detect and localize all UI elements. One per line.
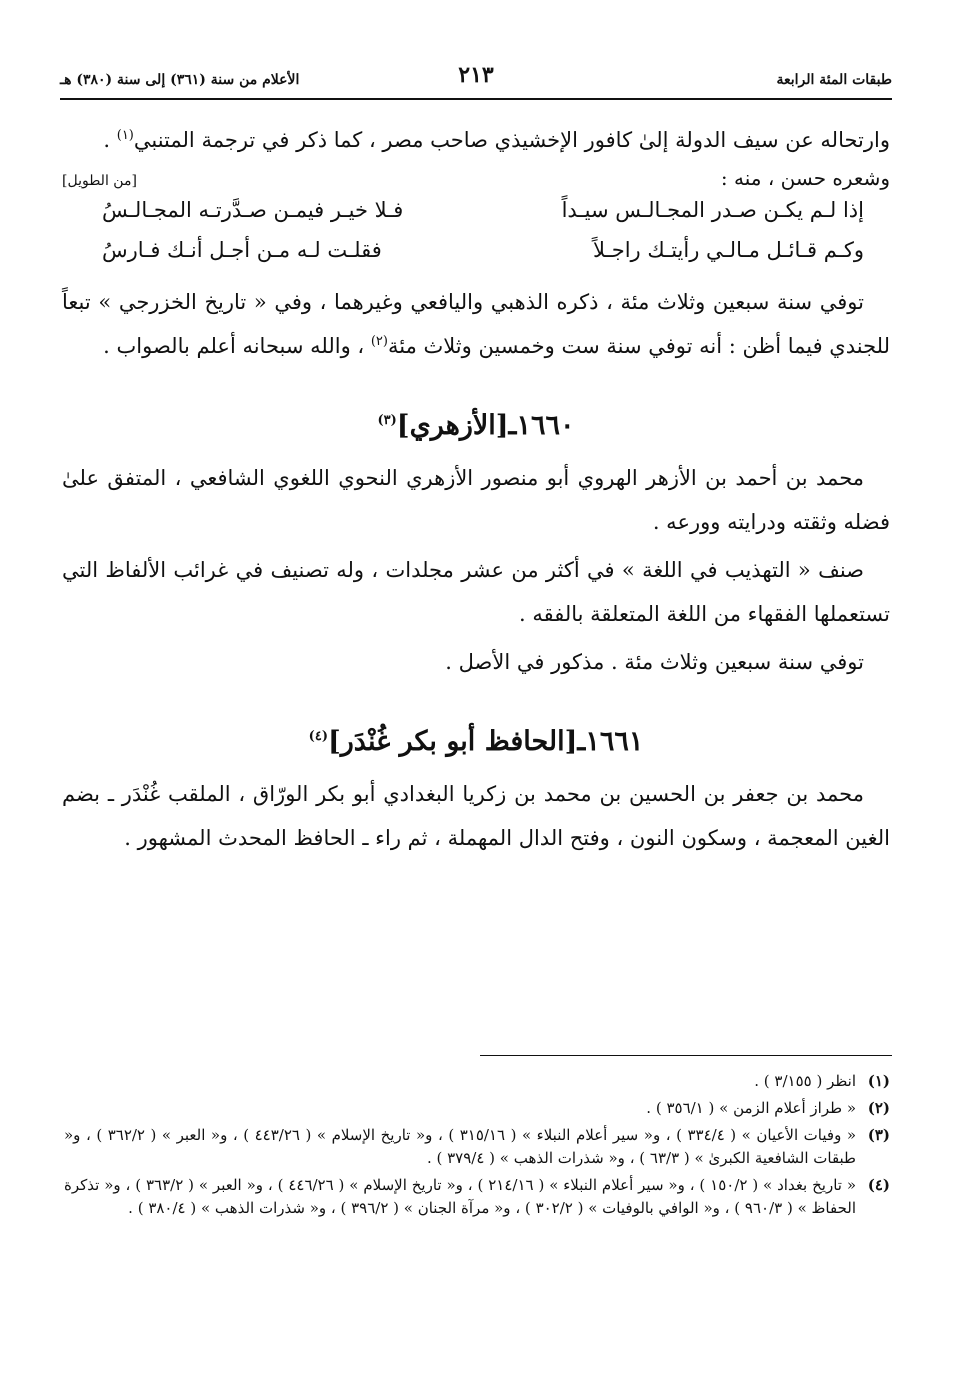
verse-second-hemistich: فقلـت لـه مـن أجـل أنـك فـارسُ <box>102 238 382 262</box>
footnote-ref-3[interactable]: (٣) <box>377 413 397 428</box>
footnote-number: (٣) <box>867 1126 890 1144</box>
footnote-ref-2[interactable]: (٢) <box>370 334 388 349</box>
footnote-number: (١) <box>867 1072 890 1090</box>
verse-second-hemistich: فـلا خيـر فيمـن صـدَّرتـه المجـالـسُ <box>102 198 404 222</box>
header-section-title: طبقات المئة الرابعة <box>776 72 892 88</box>
footnote-divider <box>480 1055 892 1056</box>
footnote-ref-4[interactable]: (٤) <box>308 729 328 744</box>
intro-paragraph-1: وارتحاله عن سيف الدولة إلىٰ كافور الإخشيذي صاحب مصر ، كما ذكر في ترجمة المتنبي$^{(١)}$ . <box>103 128 890 152</box>
footnote-text: « طراز أعلام الزمن » ( ٣٥٦/١ ) . <box>646 1099 856 1117</box>
footnote-3 <box>64 1124 890 1170</box>
footnote-text: « تاريخ بغداد » ( ١٥٠/٢ ) ، و« سير أعلام النبلاء » ( ٢١٤/١٦ ) ، و« تاريخ الإسلام » ( ٤٤٦/٢٦ ) ، و« العبر » ( ٣٦٣/٢ ) ، و« تذكرة الحفاظ » ( ٩٦٠/٣ ) ، و« الوافي بالوفيات » ( ٣٠٢/٢ ) ، و« مرآة الجنان » ( ٣٩٦/٢ ) ، و« شذرات الذهب » ( ٣٨٠/٤ ) . <box>64 1176 857 1217</box>
footnote-4 <box>64 1174 890 1220</box>
footnote-2 <box>64 1097 890 1120</box>
verse-first-hemistich: وكـم قـائـل مـالـي رأيتـك راجـلاً <box>593 238 864 262</box>
verse-line-1 <box>62 190 890 230</box>
verse-first-hemistich: إذا لـم يكـن صـدر المجـالـس سيـداً <box>561 198 864 222</box>
entry-heading-1660: ١٦٦٠ـ[الأزهري]$^{(٣)}$ <box>377 410 575 441</box>
entry-1660-paragraph-2: صنف « التهذيب في اللغة » في أكثر من عشر مجلدات ، وله تصنيف في غرائب الألفاظ التي تستعملها الفقهاء من اللغة المتعلقة بالفقه . <box>62 558 890 626</box>
footnote-1 <box>64 1070 890 1093</box>
poetic-meter: [من الطويل] <box>62 173 137 189</box>
footnotes <box>64 1070 890 1224</box>
footnote-ref-1[interactable]: (١) <box>116 128 134 143</box>
footnote-number: (٢) <box>867 1099 890 1117</box>
footnote-text: انظر ( ٣/١٥٥ ) . <box>754 1072 856 1090</box>
poetry-intro-row <box>62 166 890 190</box>
main-text <box>62 118 890 860</box>
footnote-number: (٤) <box>867 1176 890 1194</box>
intro-paragraph-2: توفي سنة سبعين وثلاث مئة ، ذكره الذهبي واليافعي وغيرهما ، وفي « تاريخ الخزرجي » تبعاً للجندي فيما أظن : أنه توفي سنة ست وخمسين وثلاث مئة$^{(٢)}$ ، والله سبحانه أعلم بالصواب . <box>62 290 890 358</box>
entry-1660-paragraph-1: محمد بن أحمد بن الأزهر الهروي أبو منصور الأزهري النحوي اللغوي الشافعي ، المتفق علىٰ فضله وثقته ودرايته وورعه . <box>62 466 890 534</box>
footnote-text: « وفيات الأعيان » ( ٣٣٤/٤ ) ، و« سير أعلام النبلاء » ( ٣١٥/١٦ ) ، و« تاريخ الإسلام » ( ٤٤٣/٢٦ ) ، و« العبر » ( ٣٦٢/٢ ) ، و« طبقات الشافعية الكبرىٰ » ( ٦٣/٣ ) ، و« شذرات الذهب » ( ٣٧٩/٤ ) . <box>64 1126 857 1167</box>
header-divider <box>60 98 892 100</box>
running-header <box>60 62 892 92</box>
entry-heading-1661: ١٦٦١ـ[الحافظ أبو بكر غُنْدَر]$^{(٤)}$ <box>308 726 644 757</box>
header-year-range: الأعلام من سنة (٣٦١) إلى سنة (٣٨٠) هـ <box>60 72 300 88</box>
page-number: ٢١٣ <box>458 62 494 88</box>
verse-line-2 <box>62 230 890 270</box>
entry-1660-paragraph-3: توفي سنة سبعين وثلاث مئة . مذكور في الأصل . <box>445 650 864 674</box>
entry-1661-paragraph-1: محمد بن جعفر بن الحسين بن محمد بن زكريا البغدادي أبو بكر الورّاق ، الملقب غُنْدَر ـ بضم الغين المعجمة ، وسكون النون ، وفتح الدال المهملة ، ثم راء ـ الحافظ المحدث المشهور . <box>62 782 890 850</box>
poetry-lead: وشعره حسن ، منه : <box>720 166 890 190</box>
